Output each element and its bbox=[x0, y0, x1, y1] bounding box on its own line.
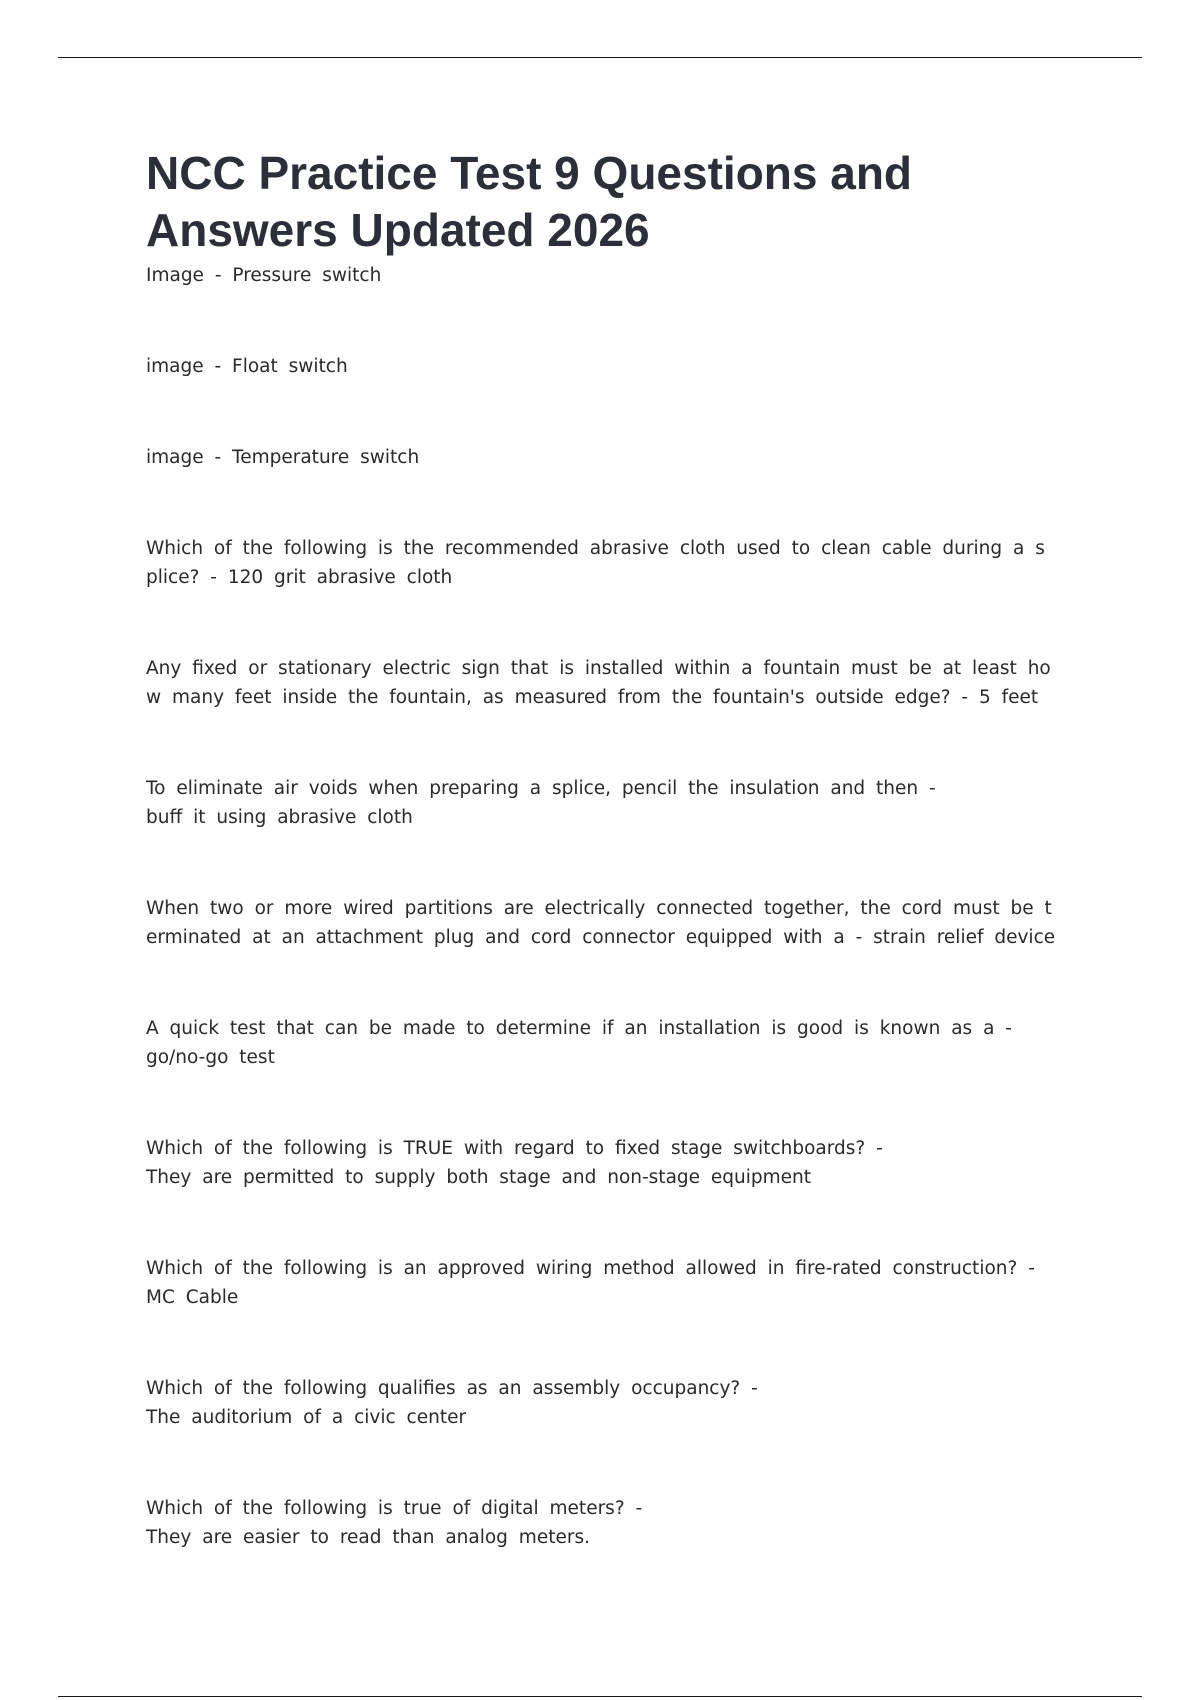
qa-entry: Which of the following is true of digital meters? - They are easier to read than analog meters. bbox=[146, 1498, 643, 1548]
qa-entry: Any fixed or stationary electric sign that is installed within a fountain must be at least ho w many feet inside the fountain, as measured from the fountain's outside edge? - 5 feet bbox=[146, 658, 1051, 708]
bottom-rule bbox=[58, 1696, 1142, 1697]
qa-entry: Which of the following is the recommended abrasive cloth used to clean cable during a s plice? - 120 grit abrasive cloth bbox=[146, 538, 1045, 588]
qa-list bbox=[146, 261, 1056, 1552]
qa-entry: When two or more wired partitions are electrically connected together, the cord must be t erminated at an attachment plug and cord connector equipped with a - strain relief device bbox=[146, 898, 1056, 948]
qa-entry: A quick test that can be made to determine if an installation is good is known as a - go/no-go test bbox=[146, 1018, 1012, 1068]
qa-entry: Image - Pressure switch bbox=[146, 265, 382, 286]
qa-entry: Which of the following qualifies as an assembly occupancy? - The auditorium of a civic center bbox=[146, 1378, 758, 1428]
qa-entry: image - Temperature switch bbox=[146, 447, 420, 468]
qa-entry: image - Float switch bbox=[146, 356, 348, 377]
document-body bbox=[146, 145, 1056, 1552]
qa-entry: Which of the following is an approved wiring method allowed in fire-rated construction? - MC Cable bbox=[146, 1258, 1035, 1308]
qa-entry: Which of the following is TRUE with regard to fixed stage switchboards? - They are permitted to supply both stage and non-stage equipment bbox=[146, 1138, 883, 1188]
qa-entry: To eliminate air voids when preparing a splice, pencil the insulation and then - buff it using abrasive cloth bbox=[146, 778, 936, 828]
document-title: NCC Practice Test 9 Questions and Answers Updated 2026 bbox=[146, 147, 913, 256]
top-rule bbox=[58, 57, 1142, 58]
